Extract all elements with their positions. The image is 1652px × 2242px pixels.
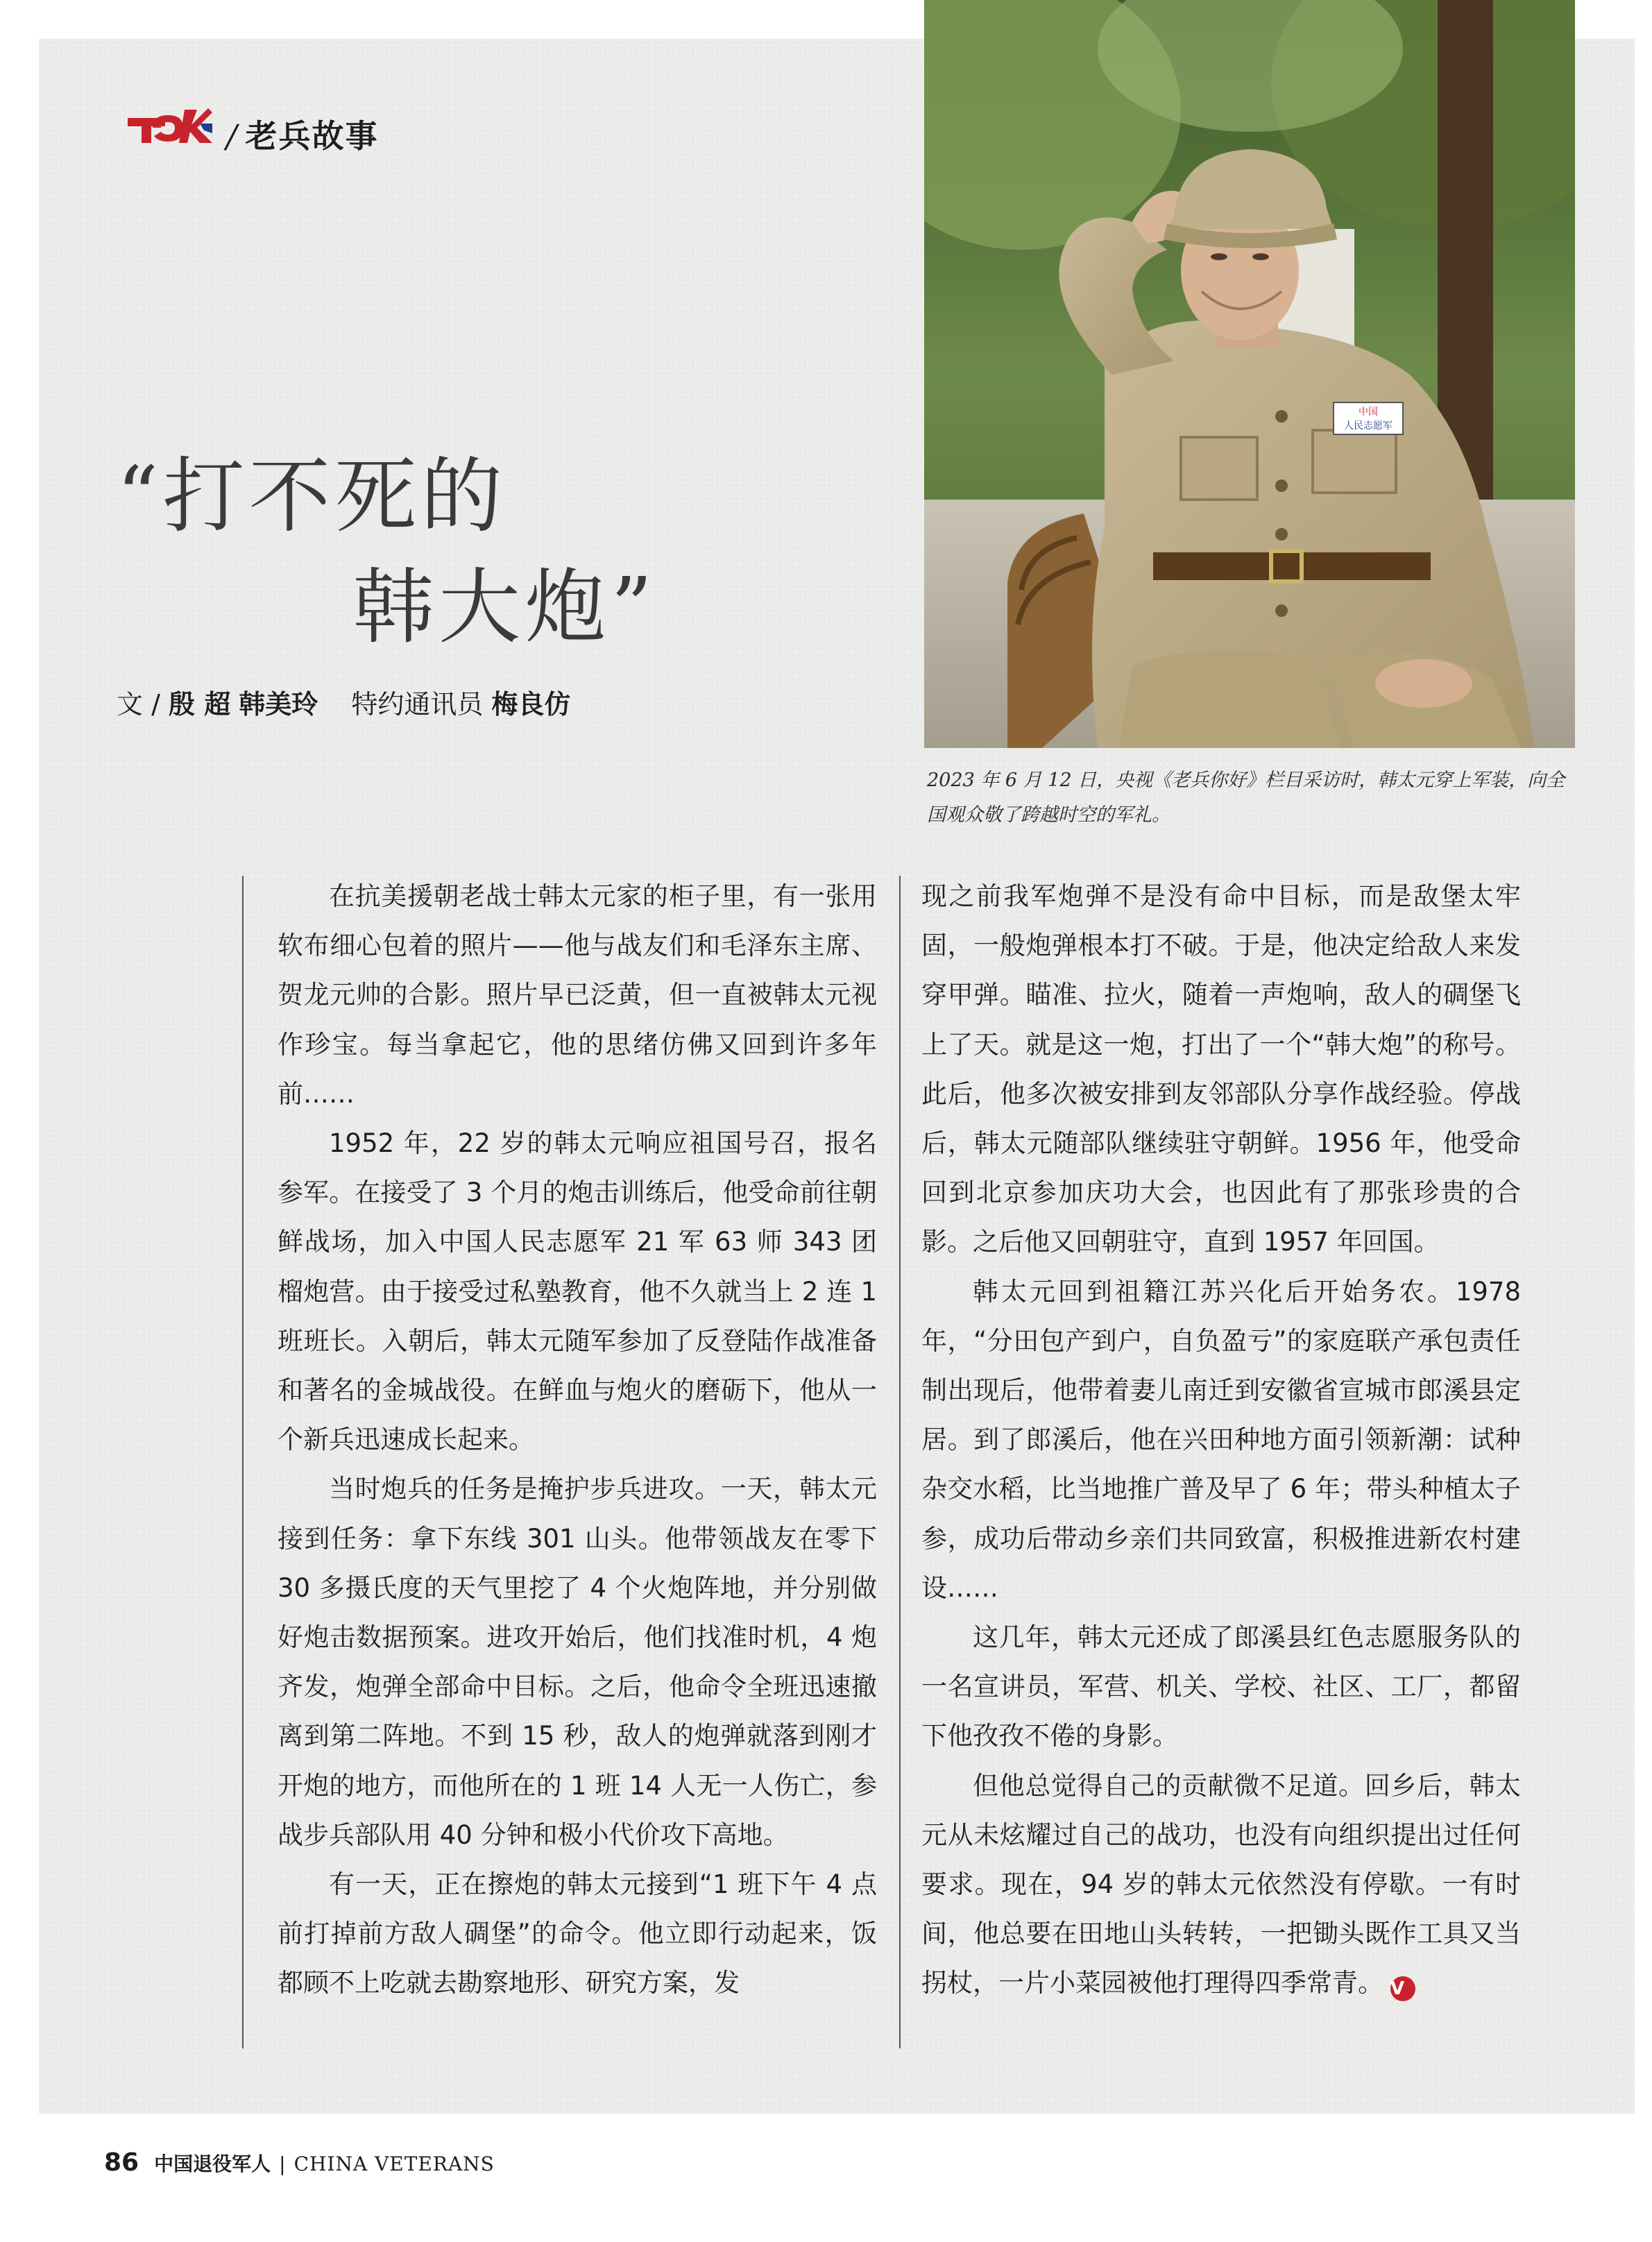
end-mark-icon: V: [1390, 1976, 1415, 2001]
page-number: 86: [104, 2148, 139, 2177]
section-title: [226, 111, 379, 157]
article-title-line-1: “打不死的: [117, 448, 507, 544]
section-label: 老兵故事: [245, 117, 379, 155]
paragraph: [921, 1761, 1521, 2008]
paragraph: 韩太元回到祖籍江苏兴化后开始务农。1978 年，“分田包产到户，自负盈亏”的家庭联产承包责任制出现后，他带着妻儿南迁到安徽省宣城市郎溪县定居。到了郎溪后，他在兴田种地方面引领新潮：试种杂交水稻，比当地推广普及早了 6 年；带头种植太子参，成功后带动乡亲们共同致富，积极推进新农村建设……: [921, 1276, 1521, 1603]
footer-separator: |: [279, 2152, 286, 2175]
paragraph: 现之前我军炮弹不是没有命中目标，而是敌堡太牢固，一般炮弹根本打不破。于是，他决定给敌人来发穿甲弹。瞄准、拉火，随着一声炮响，敌人的碉堡飞上了天。就是这一炮，打出了一个“韩大炮”的称号。此后，他多次被安排到友邻部队分享作战经验。停战后，韩太元随部队继续驻守朝鲜。1956 年，他受命回到北京参加庆功大会，也因此有了那张珍贵的合影。之后他又回朝驻守，直到 1957 年回国。: [921, 881, 1521, 1257]
byline-role: 特约通讯员: [351, 689, 484, 720]
badge-line-1: 中国: [1359, 407, 1378, 418]
page-footer: [104, 2148, 495, 2177]
article-column-right: [921, 872, 1521, 2008]
badge-line-2: 人民志愿军: [1344, 421, 1393, 432]
paragraph: 有一天，正在擦炮的韩太元接到“1 班下午 4 点前打掉前方敌人碉堡”的命令。他立即行动起来，饭都顾不上吃就去勘察地形、研究方案，发: [278, 1869, 877, 1998]
author-name: 殷 超: [168, 689, 231, 720]
column-rule-middle: [899, 876, 901, 2048]
brand-logo-icon: [125, 103, 215, 151]
author-name: 韩美玲: [239, 689, 318, 720]
author-name: 梅良仿: [491, 689, 571, 720]
photo-caption: 2023 年 6 月 12 日，央视《老兵你好》栏目采访时，韩太元穿上军装，向全国观众敬了跨越时空的军礼。: [927, 770, 1565, 826]
section-slash: /: [226, 117, 239, 155]
paragraph: 1952 年，22 岁的韩太元响应祖国号召，报名参军。在接受了 3 个月的炮击训练后，他受命前往朝鲜战场，加入中国人民志愿军 21 军 63 师 343 团榴炮营。由于接受过私塾教育，他不久就当上 2 连 1 班班长。入朝后，韩太元随军参加了反登陆作战准备和著名的金城战役。在鲜血与炮火的磨砺下，他从一个新兵迅速成长起来。: [278, 1128, 877, 1455]
byline-prefix: 文 /: [117, 689, 169, 720]
article-column-left: [278, 872, 877, 2008]
article-title-line-2: 韩大炮”: [352, 559, 657, 655]
paragraph: 这几年，韩太元还成了郎溪县红色志愿服务队的一名宣讲员，军营、机关、学校、社区、工厂，都留下他孜孜不倦的身影。: [921, 1622, 1521, 1751]
magazine-name-en: CHINA VETERANS: [293, 2152, 495, 2175]
magazine-name-cn: 中国退役军人: [154, 2152, 271, 2175]
paragraph: 当时炮兵的任务是掩护步兵进攻。一天，韩太元接到任务：拿下东线 301 山头。他带领战友在零下 30 多摄氏度的天气里挖了 4 个火炮阵地，并分别做好炮击数据预案。进攻开始后，他们找准时机，4 炮齐发，炮弹全部命中目标。之后，他命令全班迅速撤离到第二阵地。不到 15 秒，敌人的炮弹就落到刚才开炮的地方，而他所在的 1 班 14 人无一人伤亡，参战步兵部队用 40 分钟和极小代价攻下高地。: [278, 1474, 877, 1850]
byline: [117, 683, 570, 721]
column-rule-left: [242, 876, 244, 2048]
paragraph: 在抗美援朝老战士韩太元家的柜子里，有一张用软布细心包着的照片——他与战友们和毛泽东主席、贺龙元帅的合影。照片早已泛黄，但一直被韩太元视作珍宝。每当拿起它，他的思绪仿佛又回到许多年前……: [278, 881, 877, 1109]
veteran-salute-photo: [924, 0, 1575, 748]
paragraph-text: 但他总觉得自己的贡献微不足道。回乡后，韩太元从未炫耀过自己的战功，也没有向组织提出过任何要求。现在，94 岁的韩太元依然没有停歇。一有时间，他总要在田地山头转转，一把锄头既作工具又当拐杖，一片小菜园被他打理得四季常青。: [921, 1770, 1521, 1998]
